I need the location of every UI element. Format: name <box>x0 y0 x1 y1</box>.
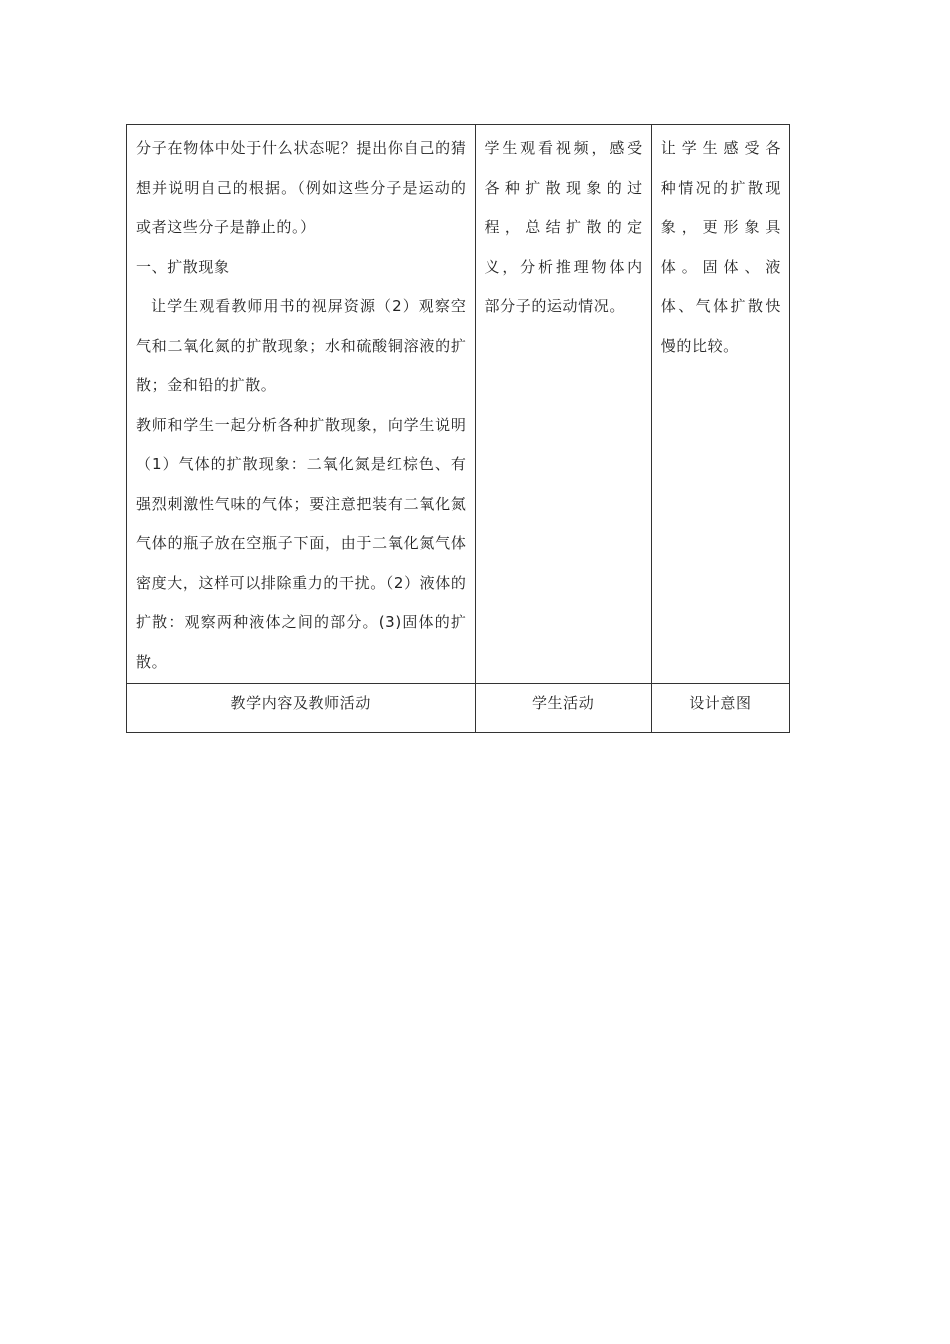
design-line: 象，更形象具 <box>660 218 781 236</box>
student-line: 程，总结扩散的定 <box>484 218 643 236</box>
header-design <box>651 684 789 733</box>
student-line: 学生观看视频，感受 <box>484 139 643 157</box>
design-line: 体、气体扩散快 <box>660 297 781 315</box>
student-line: 各种扩散现象的过 <box>484 178 643 197</box>
student-activity-cell <box>475 125 651 684</box>
student-line: 部分子的运动情况。 <box>484 297 625 315</box>
header-row <box>127 684 790 733</box>
paragraph-question: 分子在物体中处于什么状态呢？提出你自己的猜想并说明自己的根据。（例如这些分子是运动的或者这些分子是静止的。） <box>136 139 467 236</box>
student-line: 义，分析推理物体内 <box>484 257 643 276</box>
paragraph-analysis: 教师和学生一起分析各种扩散现象，向学生说明（1）气体的扩散现象：二氧化氮是红棕色、有强烈刺激性气味的气体；要注意把装有二氧化氮气体的瓶子放在空瓶子下面，由于二氧化氮气体密度大，这样可以排除重力的干扰。（2）液体的扩散：观察两种液体之间的部分。(3)固体的扩散。 <box>136 415 467 671</box>
header-teaching <box>127 684 476 733</box>
header-student-label: 学生活动 <box>531 694 595 712</box>
lesson-table <box>126 124 790 733</box>
design-line: 种情况的扩散现 <box>660 178 781 197</box>
design-line: 慢的比较。 <box>660 336 739 355</box>
design-line: 让学生感受各 <box>660 139 781 157</box>
teaching-content-cell <box>127 125 476 684</box>
header-student <box>475 684 651 733</box>
design-intent-cell <box>651 125 789 684</box>
section-heading: 一、扩散现象 <box>136 257 230 276</box>
header-teaching-label: 教学内容及教师活动 <box>230 694 371 712</box>
content-row <box>127 125 790 684</box>
design-line: 体。固体、液 <box>660 257 781 276</box>
header-design-label: 设计意图 <box>689 694 752 712</box>
paragraph-video: 让学生观看教师用书的视屏资源（2）观察空气和二氧化氮的扩散现象；水和硫酸铜溶液的扩散；金和铅的扩散。 <box>136 297 467 394</box>
